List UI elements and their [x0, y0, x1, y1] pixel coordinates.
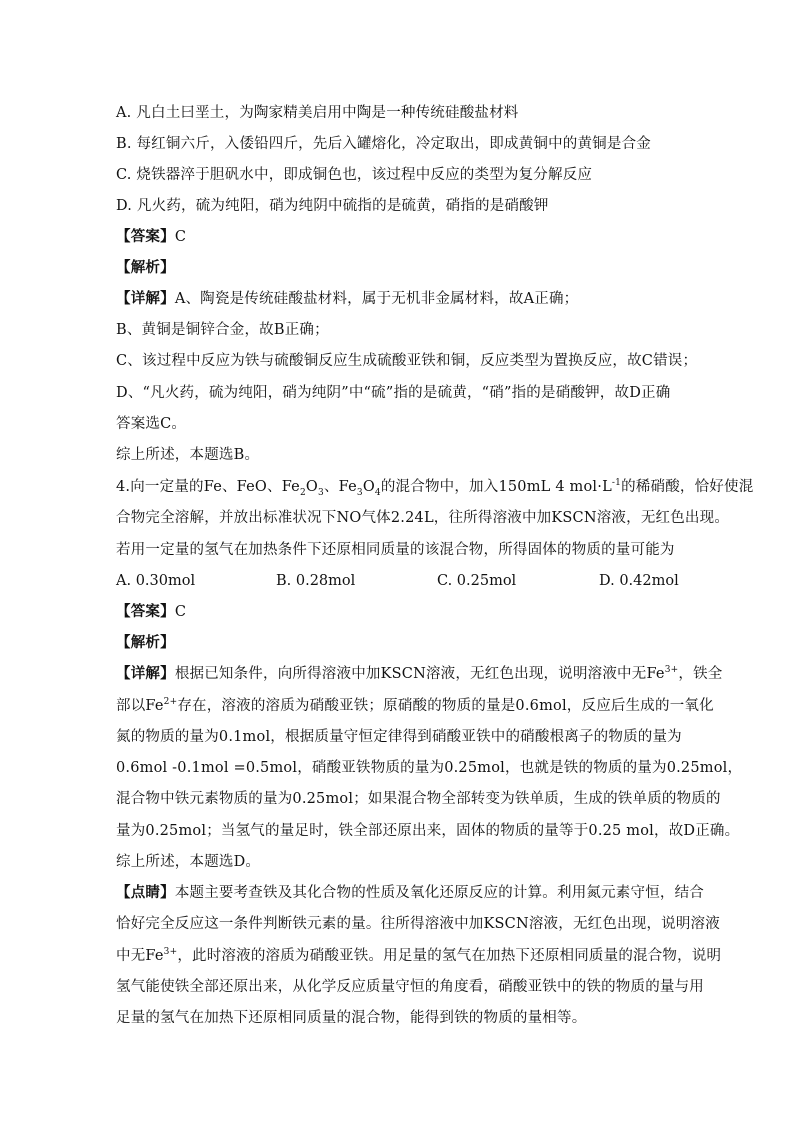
q4-option-a: A. 0.30mol	[116, 573, 196, 589]
superscript: -1	[611, 478, 622, 489]
q4-option-c: C. 0.25mol	[437, 573, 517, 589]
q4-summary: 综上所述，本题选D。	[116, 854, 261, 870]
detail-tag: 【详解】	[116, 665, 175, 682]
q4-answer-line	[116, 602, 186, 622]
detail-text: ，铁全	[678, 666, 723, 682]
detail-text: 部以Fe	[116, 698, 164, 714]
q4-point-1	[116, 883, 704, 903]
q3-detail-d: D、“凡火药，硫为纯阳，硝为纯阴”中“硫”指的是硫黄，“硝”指的是硝酸钾，故D正确	[116, 385, 671, 401]
stem-text: 的混合物中，加入150mL 4 mol·L	[380, 479, 612, 495]
q4-detail-6: 量为0.25mol；当氢气的量足时，铁全部还原出来，固体的物质的量等于0.25 mol，故D正确。	[116, 823, 740, 839]
answer-tag: 【答案】	[116, 603, 175, 620]
detail-text: A、陶瓷是传统硅酸盐材料，属于无机非金属材料，故A正确；	[174, 291, 579, 307]
detail-text: 存在，溶液的溶质为硝酸亚铁；原硝酸的物质的量是0.6mol，反应后生成的一氧化	[177, 698, 714, 714]
q4-analysis-tag: 【解析】	[116, 634, 175, 651]
q4-stem-line-1	[116, 477, 753, 497]
subscript: 2	[299, 487, 306, 498]
detail-tag: 【详解】	[116, 290, 175, 307]
superscript: 3+	[163, 947, 178, 958]
q4-detail-5: 混合物中铁元素物质的量为0.25mol；如果混合物全部转变为铁单质，生成的铁单质的物质的	[116, 791, 721, 807]
q4-option-b: B. 0.28mol	[276, 573, 356, 589]
subscript: 3	[318, 487, 324, 498]
q4-point-2: 恰好完全反应这一条件判断铁元素的量。往所得溶液中加KSCN溶液，无红色出现，说明溶液	[116, 916, 720, 932]
q3-option-d: D. 凡火药，硫为纯阳，硝为纯阴中硫指的是硫黄，硝指的是硝酸钾	[116, 198, 549, 214]
q3-detail-b: B、黄铜是铜锌合金，故B正确；	[116, 322, 329, 338]
stem-text: O	[362, 479, 375, 495]
stem-text: 、Fe	[323, 479, 357, 495]
q4-option-d: D. 0.42mol	[599, 573, 679, 589]
q3-analysis-tag: 【解析】	[116, 259, 175, 276]
q4-detail-2	[116, 696, 714, 716]
q3-option-b: B. 每红铜六斤，入倭铅四斤，先后入罐熔化，冷定取出，即成黄铜中的黄铜是合金	[116, 136, 651, 152]
answer-value: C	[174, 604, 187, 620]
superscript: 2+	[163, 697, 178, 708]
q3-detail-c: C、该过程中反应为铁与硫酸铜反应生成硫酸亚铁和铜，反应类型为置换反应，故C错误；	[116, 353, 698, 369]
answer-value: C	[174, 229, 187, 245]
q3-detail-a	[116, 289, 578, 309]
q4-detail-3: 氮的物质的量为0.1mol，根据质量守恒定律得到硝酸亚铁中的硝酸根离子的物质的量为	[116, 729, 682, 745]
q4-detail-4: 0.6mol -0.1mol =0.5mol，硝酸亚铁物质的量为0.25mol，也就是铁的物质的量为0.25mol，	[116, 760, 743, 776]
q3-option-a: A. 凡白土曰垩土，为陶家精美启用中陶是一种传统硅酸盐材料	[116, 105, 519, 121]
subscript: 3	[356, 487, 363, 498]
q4-point-4: 氢气能使铁全部还原出来，从化学反应质量守恒的角度看，硝酸亚铁中的铁的物质的量与用	[116, 979, 704, 995]
q4-stem-line-2: 合物完全溶解，并放出标准状况下NO气体2.24L，往所得溶液中加KSCN溶液，无红色出现。	[116, 510, 730, 526]
point-text: 中无Fe	[116, 948, 164, 964]
q4-stem-line-3: 若用一定量的氢气在加热条件下还原相同质量的该混合物，所得固体的物质的量可能为	[116, 542, 675, 558]
q3-summary: 综上所述，本题选B。	[116, 447, 260, 463]
superscript: 3+	[664, 665, 679, 676]
stem-text: 4.向一定量的Fe、FeO、Fe	[116, 479, 300, 495]
q4-point-3	[116, 946, 721, 966]
stem-text: 的稀硝酸，恰好使混	[621, 479, 754, 495]
point-text: ，此时溶液的溶质为硝酸亚铁。用足量的氢气在加热下还原相同质量的混合物，说明	[177, 948, 722, 964]
q3-option-c: C. 烧铁器淬于胆矾水中，即成铜色也，该过程中反应的类型为复分解反应	[116, 167, 593, 183]
q4-point-5: 足量的氢气在加热下还原相同质量的混合物，能得到铁的物质的量相等。	[116, 1010, 587, 1026]
point-text: 本题主要考查铁及其化合物的性质及氧化还原反应的计算。利用氮元素守恒，结合	[174, 885, 705, 901]
stem-text: O	[305, 479, 318, 495]
detail-text: 根据已知条件，向所得溶液中加KSCN溶液，无红色出现，说明溶液中无Fe	[174, 666, 665, 682]
q4-detail-1	[116, 664, 723, 684]
q3-choose: 答案选C。	[116, 416, 187, 432]
point-tag: 【点睛】	[116, 884, 175, 901]
answer-tag: 【答案】	[116, 228, 175, 245]
subscript: 4	[374, 487, 381, 498]
q3-answer-line	[116, 227, 186, 247]
